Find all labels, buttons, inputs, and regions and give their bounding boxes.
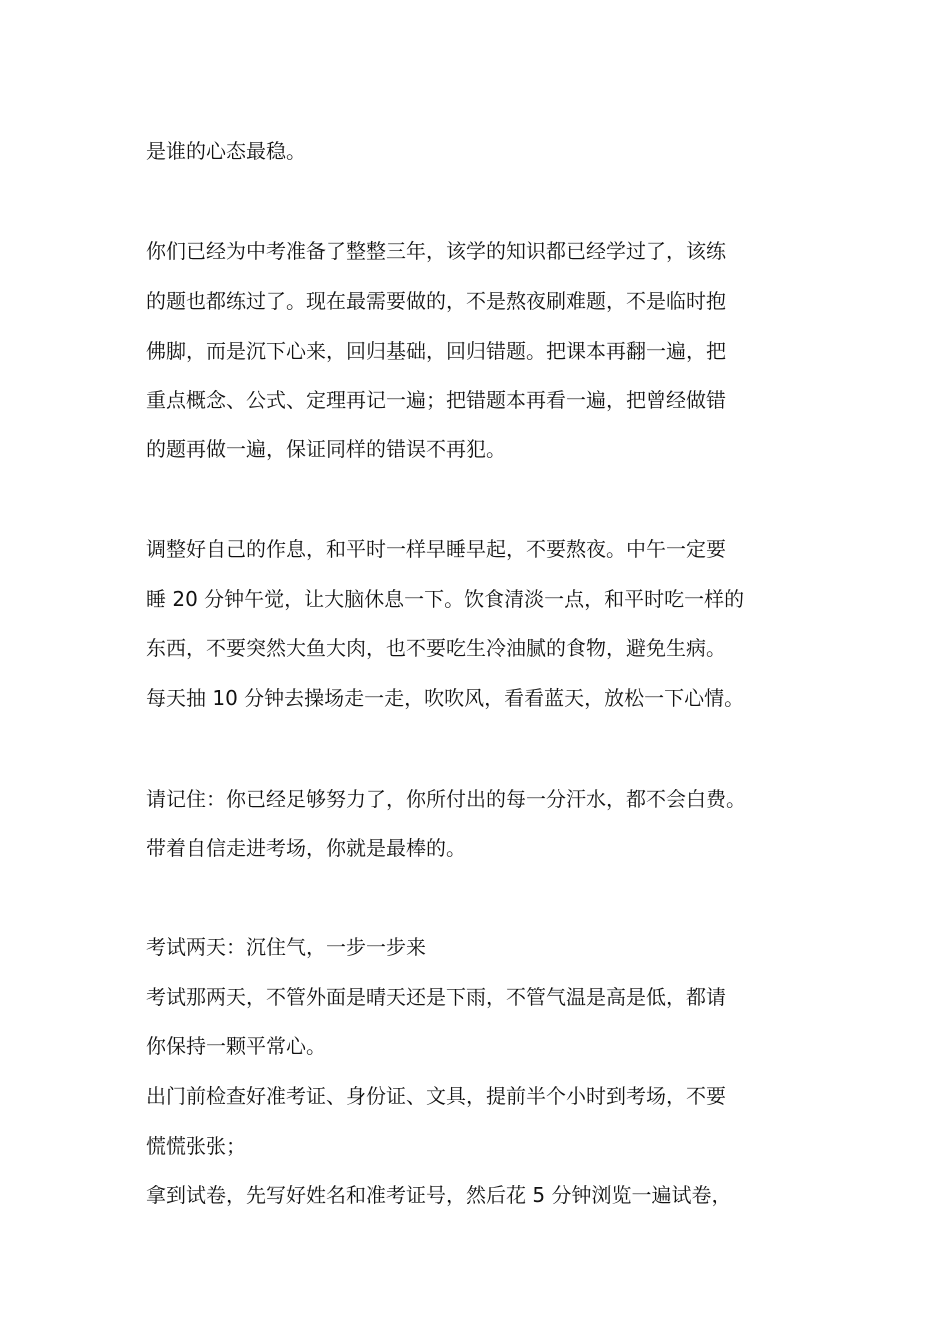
text-line: 佛脚，而是沉下心来，回归基础，回归错题。把课本再翻一遍，把 xyxy=(146,339,726,363)
text-line: 带着自信走进考场，你就是最棒的。 xyxy=(146,836,466,860)
text-line: 每天抽 10 分钟去操场走一走，吹吹风，看看蓝天，放松一下心情。 xyxy=(146,686,745,710)
text-line: 请记住：你已经足够努力了，你所付出的每一分汗水，都不会白费。 xyxy=(146,787,746,811)
text-line: 重点概念、公式、定理再记一遍；把错题本再看一遍，把曾经做错 xyxy=(146,388,726,412)
text-line: 是谁的心态最稳。 xyxy=(146,139,306,163)
text-line: 你保持一颗平常心。 xyxy=(146,1034,326,1058)
text-line: 的题再做一遍，保证同样的错误不再犯。 xyxy=(146,437,506,461)
text-line: 考试那两天，不管外面是晴天还是下雨，不管气温是高是低，都请 xyxy=(146,985,726,1009)
text-line: 东西，不要突然大鱼大肉，也不要吃生冷油腻的食物，避免生病。 xyxy=(146,636,726,660)
section-heading: 考试两天：沉住气，一步一步来 xyxy=(146,935,426,959)
text-line: 调整好自己的作息，和平时一样早睡早起，不要熬夜。中午一定要 xyxy=(146,537,726,561)
text-line: 的题也都练过了。现在最需要做的，不是熬夜刷难题，不是临时抱 xyxy=(146,289,726,313)
text-line: 你们已经为中考准备了整整三年，该学的知识都已经学过了，该练 xyxy=(146,239,726,263)
text-line: 慌慌张张； xyxy=(146,1134,246,1158)
text-line: 出门前检查好准考证、身份证、文具，提前半个小时到考场，不要 xyxy=(146,1084,726,1108)
text-line: 睡 20 分钟午觉，让大脑休息一下。饮食清淡一点，和平时吃一样的 xyxy=(146,587,745,611)
text-line: 拿到试卷，先写好姓名和准考证号，然后花 5 分钟浏览一遍试卷， xyxy=(146,1183,732,1207)
